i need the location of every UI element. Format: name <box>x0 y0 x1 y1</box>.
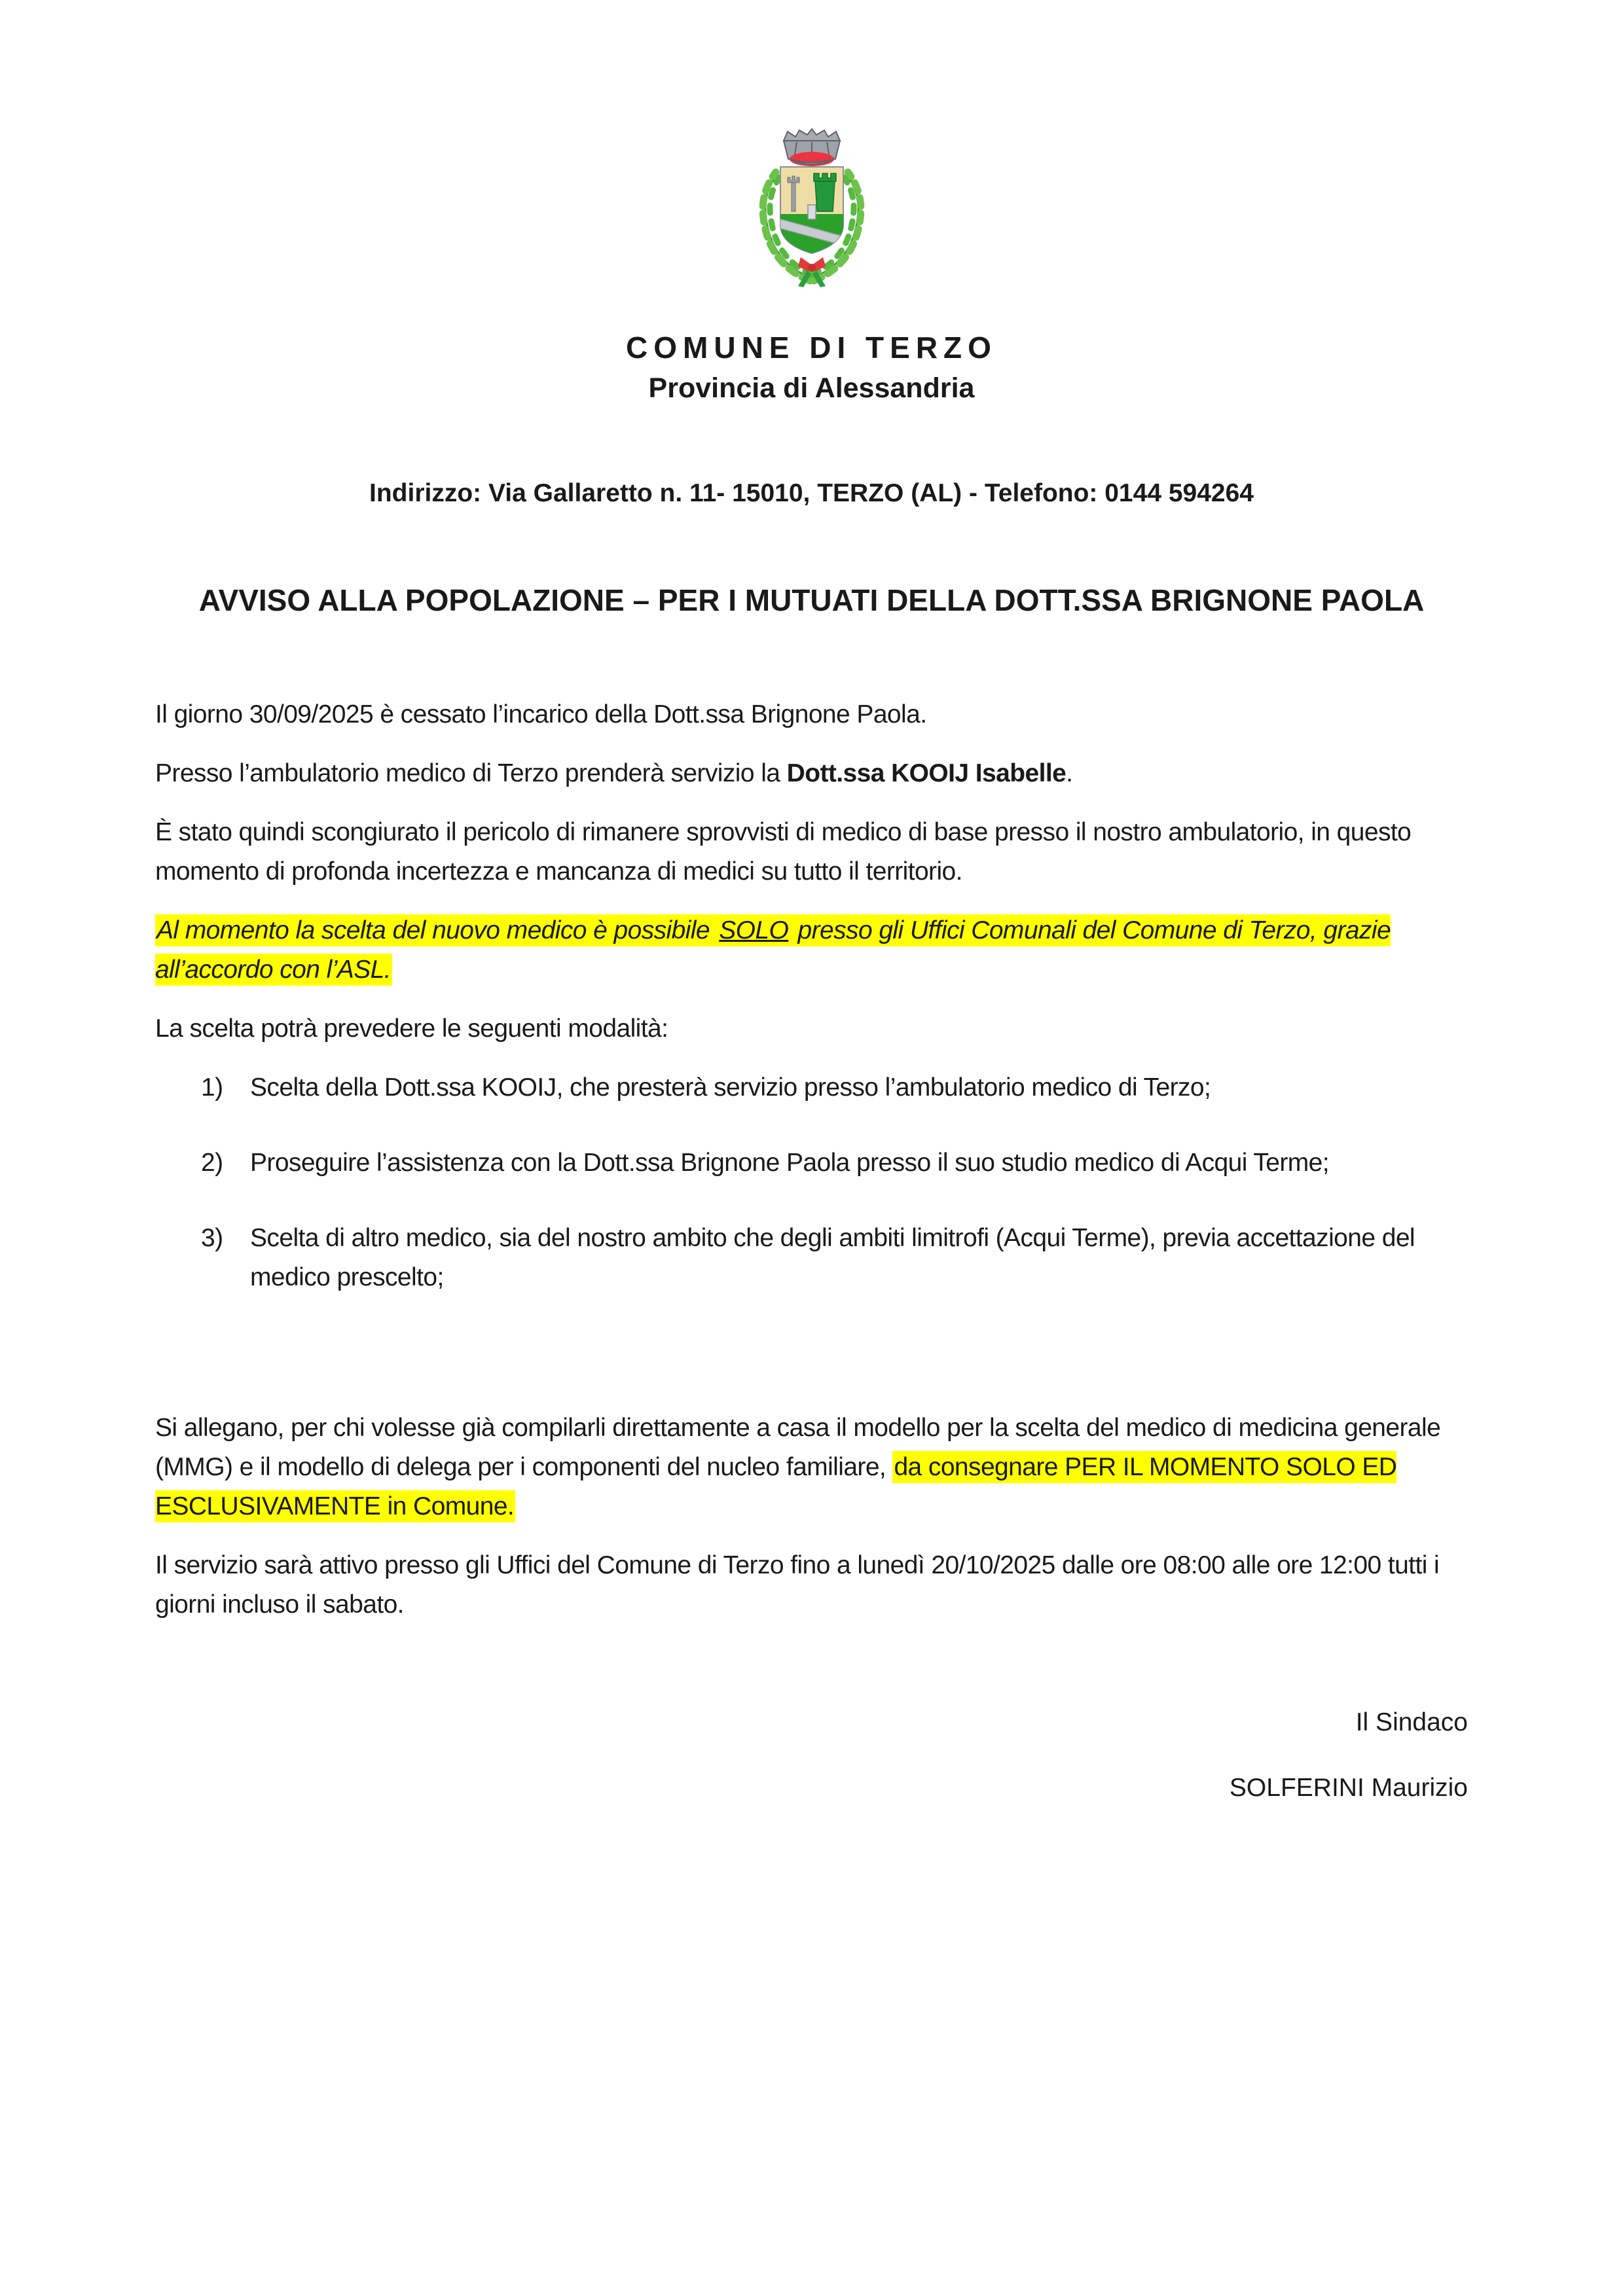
tower-icon <box>814 173 836 211</box>
highlighted-text: presso gli Uffici Comunali del Comune di Terzo, grazie all’accordo con l’ASL. <box>155 914 1391 986</box>
highlighted-text: SOLO <box>718 914 790 946</box>
paragraph <box>155 1546 1468 1624</box>
list-item <box>201 1068 1468 1107</box>
signature-name: SOLFERINI Maurizio <box>1229 1774 1468 1802</box>
text-segment: Scelta di altro medico, sia del nostro ambito che degli ambiti limitrofi (Acqui Terme), previa accettazione del medico prescelto; <box>250 1224 1415 1291</box>
notice-title: AVVISO ALLA POPOLAZIONE – PER I MUTUATI DELLA DOTT.SSA BRIGNONE PAOLA <box>198 583 1425 617</box>
text-segment: Il servizio sarà attivo presso gli Uffici del Comune di Terzo fino a lunedì 20/10/2025 dalle ore 08:00 alle ore 12:00 tutti i giorni incluso il sabato. <box>155 1551 1440 1619</box>
coat-of-arms-icon <box>750 126 874 291</box>
comune-title: COMUNE DI TERZO <box>626 331 997 365</box>
list-item-marker: 2) <box>201 1149 223 1177</box>
list-item-marker: 1) <box>201 1073 223 1102</box>
shield-icon <box>776 167 848 260</box>
paragraph <box>155 813 1468 891</box>
paragraph <box>155 695 1468 734</box>
text-segment: . <box>1066 759 1073 787</box>
highlighted-text: Al momento la scelta del nuovo medico è possibile <box>155 914 718 946</box>
text-segment: Proseguire l’assistenza con la Dott.ssa Brignone Paola presso il suo studio medico di Acqui Terme; <box>250 1149 1330 1177</box>
municipal-coat-of-arms <box>750 126 874 291</box>
highlighted-text: da consegnare PER IL MOMENTO SOLO ED ESCLUSIVAMENTE in Comune. <box>155 1451 1396 1522</box>
text-segment: Si allegano, per chi volesse già compilarli direttamente a casa il modello per la scelta del medico di medicina generale (MMG) e il modello di delega per i componenti del nucleo familiare, <box>155 1414 1441 1481</box>
list-item-marker: 3) <box>201 1224 223 1252</box>
list-item-text <box>250 1143 1468 1183</box>
notice-body <box>155 695 1468 1624</box>
text-segment: Dott.ssa KOOIJ Isabelle <box>786 759 1067 787</box>
text-segment: Il giorno 30/09/2025 è cessato l’incarico della Dott.ssa Brignone Paola. <box>155 700 927 728</box>
list-item <box>201 1143 1468 1183</box>
shield-gate-post <box>808 205 816 219</box>
text-segment: Scelta della Dott.ssa KOOIJ, che presterà servizio presso l’ambulatorio medico di Terzo; <box>250 1073 1211 1102</box>
address-line: Indirizzo: Via Gallaretto n. 11- 15010, TERZO (AL) - Telefono: 0144 594264 <box>369 479 1254 507</box>
mural-crown-icon <box>784 129 840 166</box>
paragraph <box>155 1009 1468 1049</box>
provincia-subtitle: Provincia di Alessandria <box>648 372 975 404</box>
text-segment: La scelta potrà prevedere le seguenti modalità: <box>155 1014 668 1043</box>
paragraph <box>155 1408 1468 1526</box>
list-item-text <box>250 1219 1468 1297</box>
text-segment: Presso l’ambulatorio medico di Terzo prenderà servizio la <box>155 759 787 787</box>
paragraph <box>155 911 1468 990</box>
list-item <box>201 1219 1468 1297</box>
signature-block <box>155 1703 1468 1808</box>
paragraph <box>155 754 1468 793</box>
text-segment: È stato quindi scongiurato il pericolo di rimanere sprovvisti di medico di base presso il nostro ambulatorio, in questo momento di profonda incertezza e mancanza di medici su tutto il territorio. <box>155 818 1412 886</box>
list-item-text <box>250 1068 1468 1107</box>
signature-role: Il Sindaco <box>1355 1708 1468 1736</box>
